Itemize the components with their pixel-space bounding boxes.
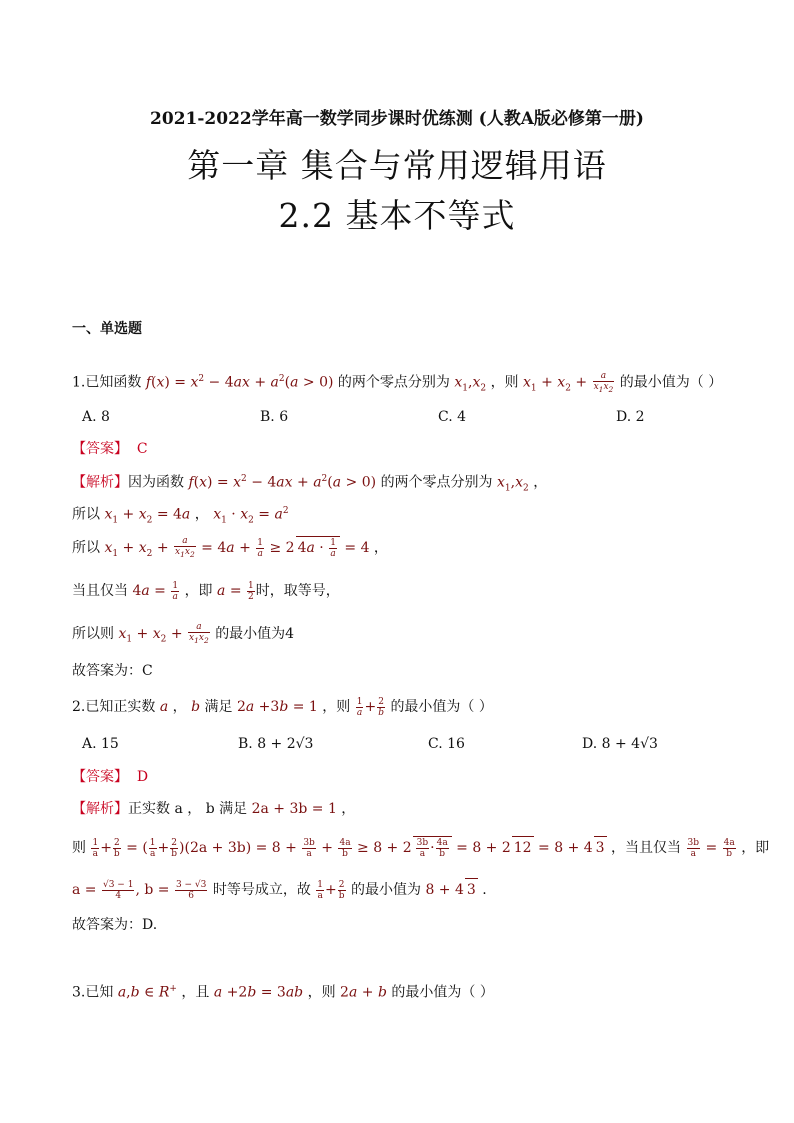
q2-analysis-1: 【解析】正实数 a ， b 满足 2a + 3b = 1 ， bbox=[72, 801, 356, 817]
q1-analysis-2: 所以 $x_1 + x_2 = 4a$ ， $x_1 \cdot x_2 = a^2$ bbox=[72, 506, 289, 526]
question-1-stem: 1.已知函数 $f(x) = x^2 - 4ax + a^2(a > 0)$ 的两个零点分别为 $x_1,x_2$ ，则 $x_1 + x_2$ + $\frac{a}{x_1x_2}$ 的最小值为（ ） bbox=[72, 370, 723, 394]
q2-analysis-2: 则 $\frac{1}{a}$ + $\frac{2}{b}$ = ( $\frac{1}{a}$ + $\frac{2}{b}$ )(2a + 3b) = 8 + $\frac{3b}{a}$ + $\frac{4a}{b}$ ≥ 8 + 2 $\frac{3b}{a}$ · $\frac{4a}{b}$ = 8 + 2 12 = 8 + 4 3 ，当且仅当 $\frac{3b}{a}$ = $\frac{4a}{b}$ ，即 bbox=[72, 837, 770, 859]
q2-option-c: C. 16 bbox=[428, 736, 465, 752]
section-title: 2.2 基本不等式 bbox=[278, 196, 516, 235]
q1-analysis-3: 所以 $x_1 + x_2$ + $\frac{a}{x_1x_2}$ = 4a + $\frac{1}{a}$ ≥ 2 4a · $\frac{1}{a}$ = 4 ， bbox=[72, 536, 388, 559]
q2-answer: 【答案】 D bbox=[72, 769, 149, 785]
q2-option-d: D. 8 + 4√3 bbox=[582, 736, 658, 752]
q1-analysis-4: 当且仅当 4a = $\frac{1}{a}$ ，即 a = $\frac{1}{2}$ 时，取等号， bbox=[72, 580, 340, 602]
q1-answer: 【答案】 C bbox=[72, 441, 148, 457]
q1-analysis-6: 故答案为：C bbox=[72, 663, 153, 679]
q1-option-d: D. 2 bbox=[616, 409, 645, 425]
chapter-title: 第一章 集合与常用逻辑用语 bbox=[187, 146, 607, 185]
q1-option-b: B. 6 bbox=[260, 409, 289, 425]
q2-analysis-4: 故答案为：D. bbox=[72, 917, 158, 933]
course-title: 2021-2022学年高一数学同步课时优练测 (人教A版必修第一册) bbox=[150, 109, 644, 129]
question-2-stem: 2.已知正实数 a ， b 满足 2a +3b = 1 ，则 $\frac{1}{a}$ + $\frac{2}{b}$ 的最小值为（ ） bbox=[72, 696, 493, 718]
q2-analysis-3: a = $\frac{√3 - 1}{4}$ , b = $\frac{3 - √3}{6}$ 时等号成立，故 $\frac{1}{a}$ + $\frac{2}{b}$ 的最小值为 8 + 4 3 . bbox=[72, 879, 487, 901]
question-3-stem: 3.已知 a,b ∈ R+ ，且 a +2b = 3ab ，则 2a + b 的最小值为（ ） bbox=[72, 984, 494, 1001]
q1-analysis-1: 【解析】因为函数 $f(x) = x^2 - 4ax + a^2(a > 0)$ 的两个零点分别为 $x_1,x_2$ ， bbox=[72, 474, 548, 494]
q1-option-a: A. 8 bbox=[82, 409, 110, 425]
q1-analysis-5: 所以则 $x_1 + x_2$ + $\frac{a}{x_1x_2}$ 的最小值为4 bbox=[72, 622, 295, 645]
q2-option-b: B. 8 + 2√3 bbox=[238, 736, 314, 752]
section-heading: 一、单选题 bbox=[72, 321, 142, 337]
q1-option-c: C. 4 bbox=[438, 409, 467, 425]
q2-option-a: A. 15 bbox=[82, 736, 119, 752]
